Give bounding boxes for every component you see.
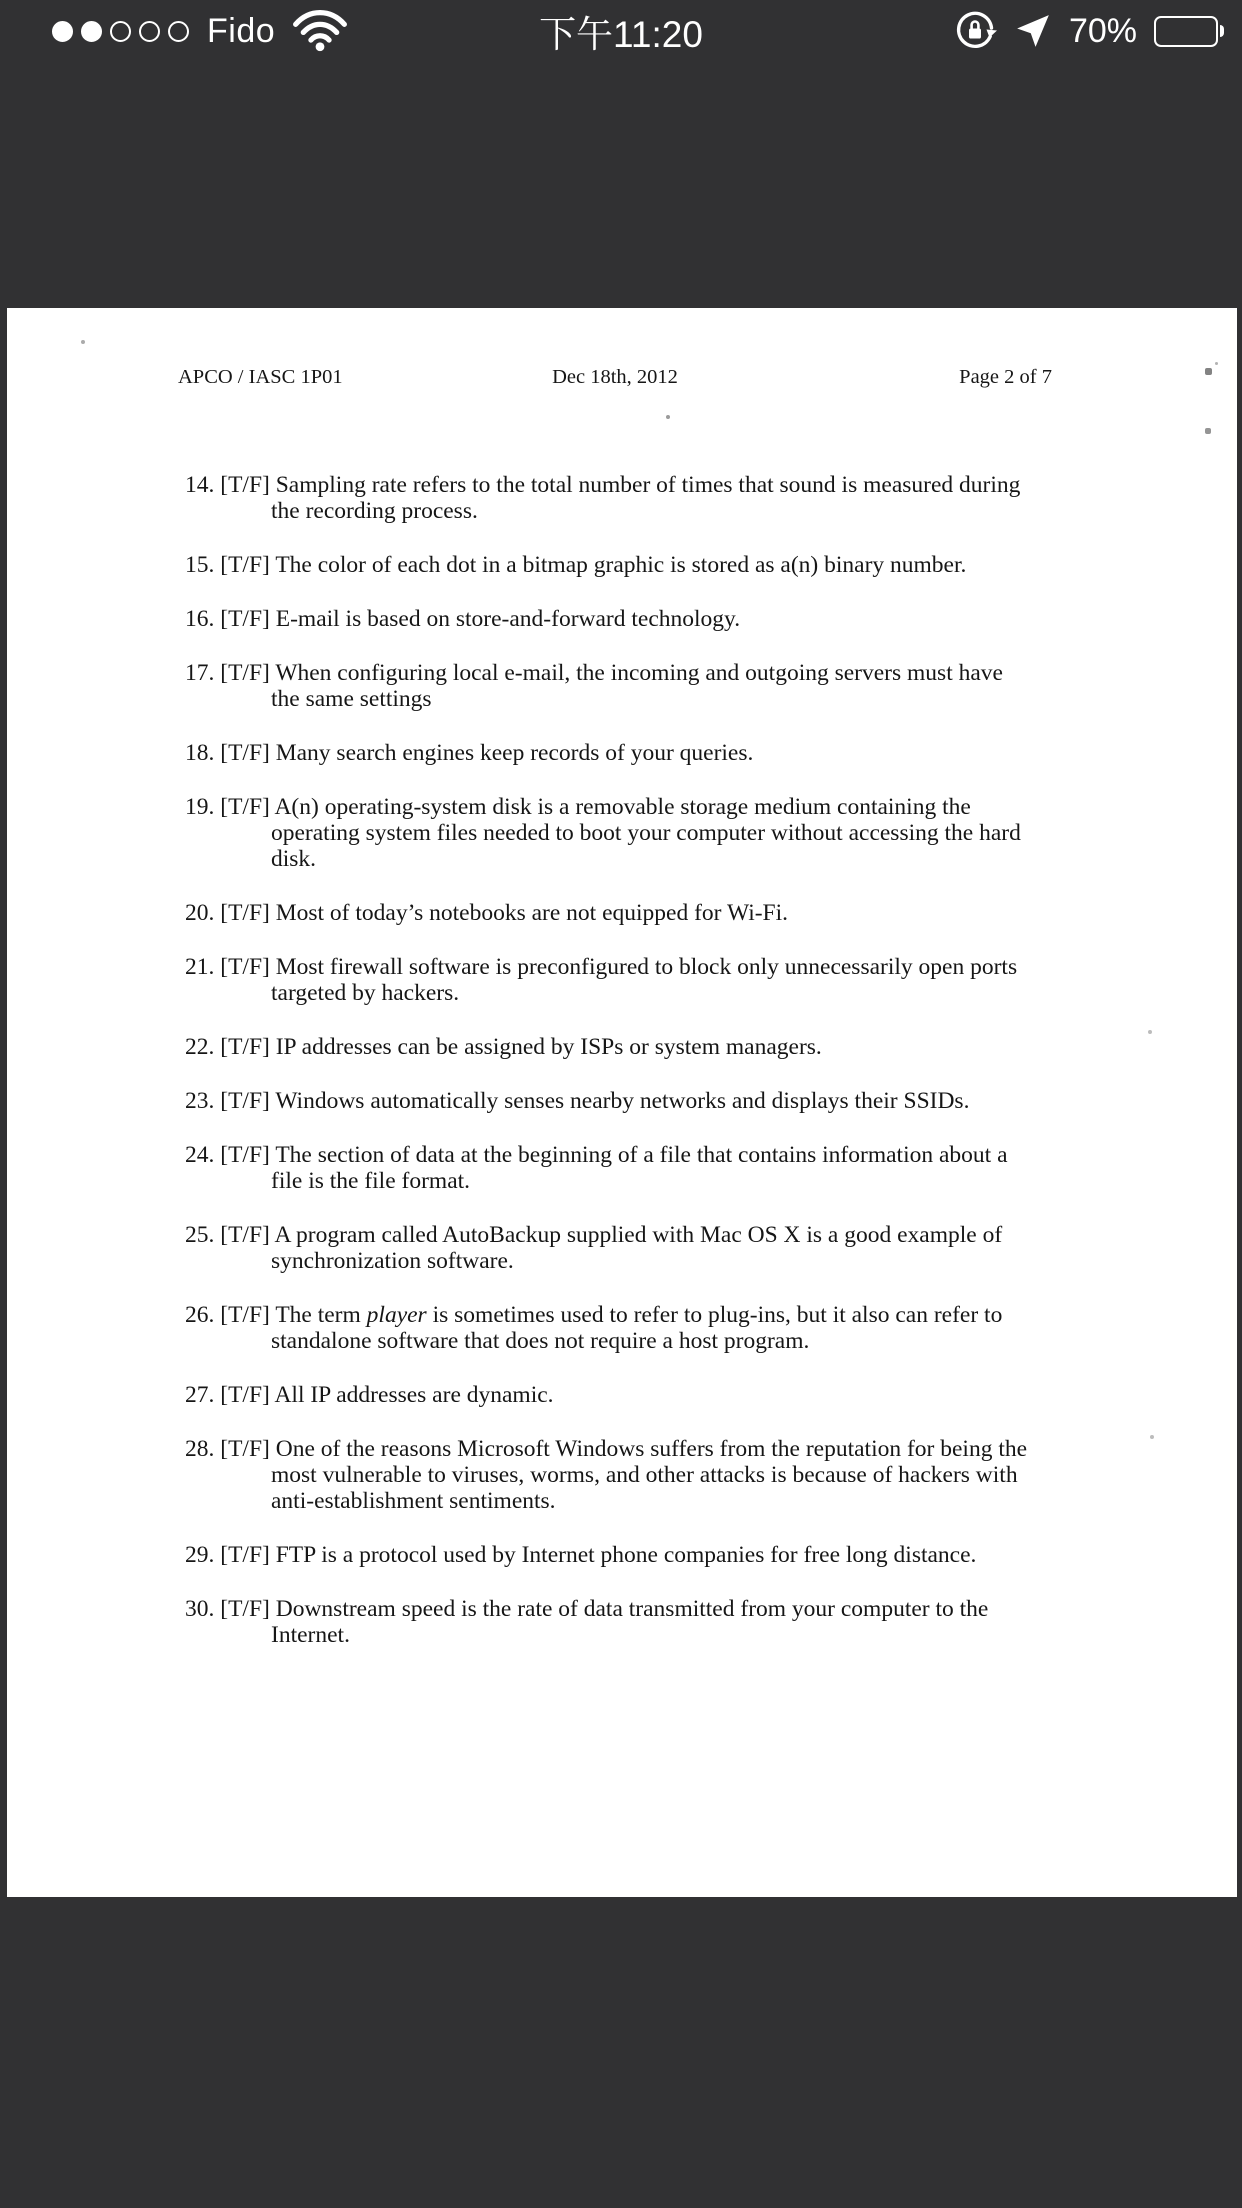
question-tf-tag: [T/F] [220,954,270,980]
question-text: All IP addresses are dynamic. [274,1382,554,1408]
question-number: 23. [185,1088,215,1114]
question-tf-tag: [T/F] [220,660,270,686]
question-text: The color of each dot in a bitmap graphic is stored as a(n) binary number. [275,552,967,578]
question-item [185,606,1037,632]
question-item [185,1436,1037,1514]
question-text: When configuring local e-mail, the incoming and outgoing servers must have the same settings [271,660,1003,712]
question-tf-tag: [T/F] [220,1436,270,1462]
question-tf-tag: [T/F] [220,1596,270,1622]
question-item [185,1542,1037,1568]
battery-icon [1154,16,1224,47]
question-item [185,954,1037,1006]
question-number: 27. [185,1382,215,1408]
status-bar-right [953,0,1224,62]
header-page-number: Page 2 of 7 [959,366,1052,388]
question-text: Most firewall software is preconfigured to block only unnecessarily open ports targeted by hackers. [271,954,1018,1006]
question-tf-tag: [T/F] [220,472,270,498]
question-tf-tag: [T/F] [220,1382,270,1408]
question-text: FTP is a protocol used by Internet phone companies for free long distance. [275,1542,977,1568]
question-item [185,794,1037,872]
question-number: 17. [185,660,215,686]
document-header [178,366,1052,389]
question-number: 14. [185,472,215,498]
scan-speck [1205,428,1211,434]
scan-speck [666,415,670,419]
question-text: One of the reasons Microsoft Windows suffers from the reputation for being the most vulnerable to viruses, worms, and other attacks is because of hackers with anti-establishment sentiments. [271,1436,1028,1514]
question-text: A(n) operating-system disk is a removable storage medium containing the operating system files needed to boot your computer without accessing the hard disk. [271,794,1021,872]
question-tf-tag: [T/F] [220,900,270,926]
header-date: Dec 18th, 2012 [552,366,678,388]
question-number: 15. [185,552,215,578]
question-tf-tag: [T/F] [220,1142,270,1168]
question-tf-tag: [T/F] [220,552,270,578]
question-tf-tag: [T/F] [220,1034,270,1060]
question-item [185,1034,1037,1060]
question-list [7,472,1237,1676]
question-item [185,1382,1037,1408]
scan-speck [1205,368,1212,375]
document-page[interactable] [7,308,1237,1897]
question-item [185,1222,1037,1274]
question-text: IP addresses can be assigned by ISPs or system managers. [275,1034,822,1060]
question-item [185,472,1037,524]
question-item [185,660,1037,712]
question-text: Sampling rate refers to the total number of times that sound is measured during the recording process. [271,472,1021,524]
question-text: Many search engines keep records of your queries. [275,740,754,766]
orientation-lock-icon [953,9,997,53]
question-item [185,740,1037,766]
question-text: A program called AutoBackup supplied with Mac OS X is a good example of synchronization software. [271,1222,1003,1274]
question-text: The term player is sometimes used to refer to plug-ins, but it also can refer to standalone software that does not require a host program. [271,1302,1003,1354]
question-item [185,1302,1037,1354]
question-item [185,552,1037,578]
question-item [185,1142,1037,1194]
scan-speck [81,340,85,344]
question-tf-tag: [T/F] [220,1542,270,1568]
question-tf-tag: [T/F] [220,1088,270,1114]
question-item [185,1596,1037,1648]
question-tf-tag: [T/F] [220,606,270,632]
question-number: 24. [185,1142,215,1168]
question-number: 25. [185,1222,215,1248]
question-number: 29. [185,1542,215,1568]
question-text: E-mail is based on store-and-forward technology. [275,606,741,632]
question-number: 22. [185,1034,215,1060]
question-text: Downstream speed is the rate of data transmitted from your computer to the Internet. [271,1596,989,1648]
question-number: 21. [185,954,215,980]
battery-percent-label: 70% [1068,11,1137,50]
question-number: 16. [185,606,215,632]
question-text: Most of today’s notebooks are not equipped for Wi-Fi. [275,900,789,926]
carrier-label: Fido [207,11,276,50]
question-number: 19. [185,794,215,820]
question-text: Windows automatically senses nearby networks and displays their SSIDs. [275,1088,970,1114]
question-item [185,900,1037,926]
question-tf-tag: [T/F] [220,740,270,766]
battery-nub [1220,25,1224,37]
question-number: 28. [185,1436,215,1462]
question-item [185,1088,1037,1114]
question-text: The section of data at the beginning of a file that contains information about a file is the file format. [271,1142,1008,1194]
question-tf-tag: [T/F] [220,794,270,820]
status-bar-clock: 下午11:20 [539,14,703,55]
question-number: 20. [185,900,215,926]
scan-speck [1215,362,1218,365]
question-tf-tag: [T/F] [220,1222,270,1248]
question-number: 30. [185,1596,215,1622]
question-number: 18. [185,740,215,766]
question-number: 26. [185,1302,215,1328]
status-bar [0,0,1242,62]
header-course-code: APCO / IASC 1P01 [178,366,343,388]
location-arrow-icon [1014,12,1052,50]
question-tf-tag: [T/F] [220,1302,270,1328]
